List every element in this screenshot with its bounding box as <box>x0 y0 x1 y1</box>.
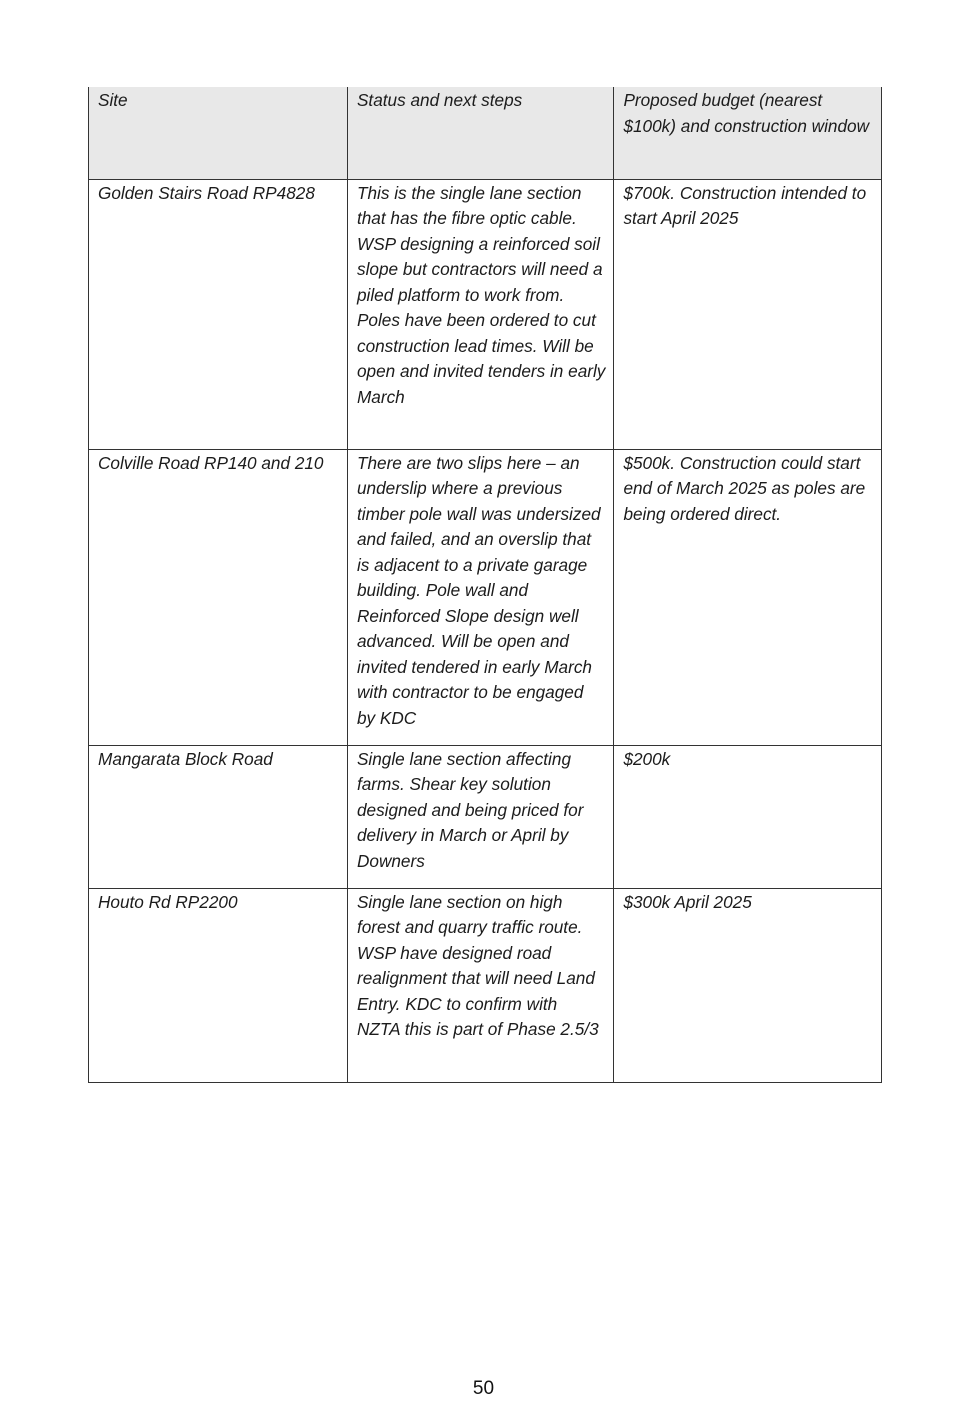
table-row <box>89 449 882 745</box>
header-budget: Proposed budget (nearest $100k) and construction window <box>614 87 882 179</box>
page-number: 50 <box>472 1378 495 1399</box>
cell-site: Golden Stairs Road RP4828 <box>89 179 348 449</box>
cell-site: Houto Rd RP2200 <box>89 888 348 1082</box>
cell-status: There are two slips here – an underslip where a previous timber pole wall was undersized and failed, and an overslip that is adjacent to a private garage building. Pole wall and Reinforced Slope design well advanced. Will be open and invited tendered in early March with contractor to be engaged by KDC <box>347 449 613 745</box>
table-row <box>89 179 882 449</box>
header-status: Status and next steps <box>347 87 613 179</box>
header-row <box>89 87 882 179</box>
cell-site: Mangarata Block Road <box>89 745 348 888</box>
cell-budget: $700k. Construction intended to start April 2025 <box>614 179 882 449</box>
table-body <box>89 179 882 1082</box>
cell-site: Colville Road RP140 and 210 <box>89 449 348 745</box>
sites-table <box>88 87 882 1083</box>
cell-status: Single lane section on high forest and quarry traffic route. WSP have designed road realignment that will need Land Entry. KDC to confirm with NZTA this is part of Phase 2.5/3 <box>347 888 613 1082</box>
cell-status: This is the single lane section that has the fibre optic cable. WSP designing a reinforced soil slope but contractors will need a piled platform to work from. Poles have been ordered to cut construction lead times. Will be open and invited tenders in early March <box>347 179 613 449</box>
cell-budget: $300k April 2025 <box>614 888 882 1082</box>
cell-status: Single lane section affecting farms. Shear key solution designed and being priced for delivery in March or April by Downers <box>347 745 613 888</box>
header-site: Site <box>89 87 348 179</box>
table-header <box>89 87 882 179</box>
table-row <box>89 745 882 888</box>
cell-budget: $200k <box>614 745 882 888</box>
table-row <box>89 888 882 1082</box>
cell-budget: $500k. Construction could start end of March 2025 as poles are being ordered direct. <box>614 449 882 745</box>
